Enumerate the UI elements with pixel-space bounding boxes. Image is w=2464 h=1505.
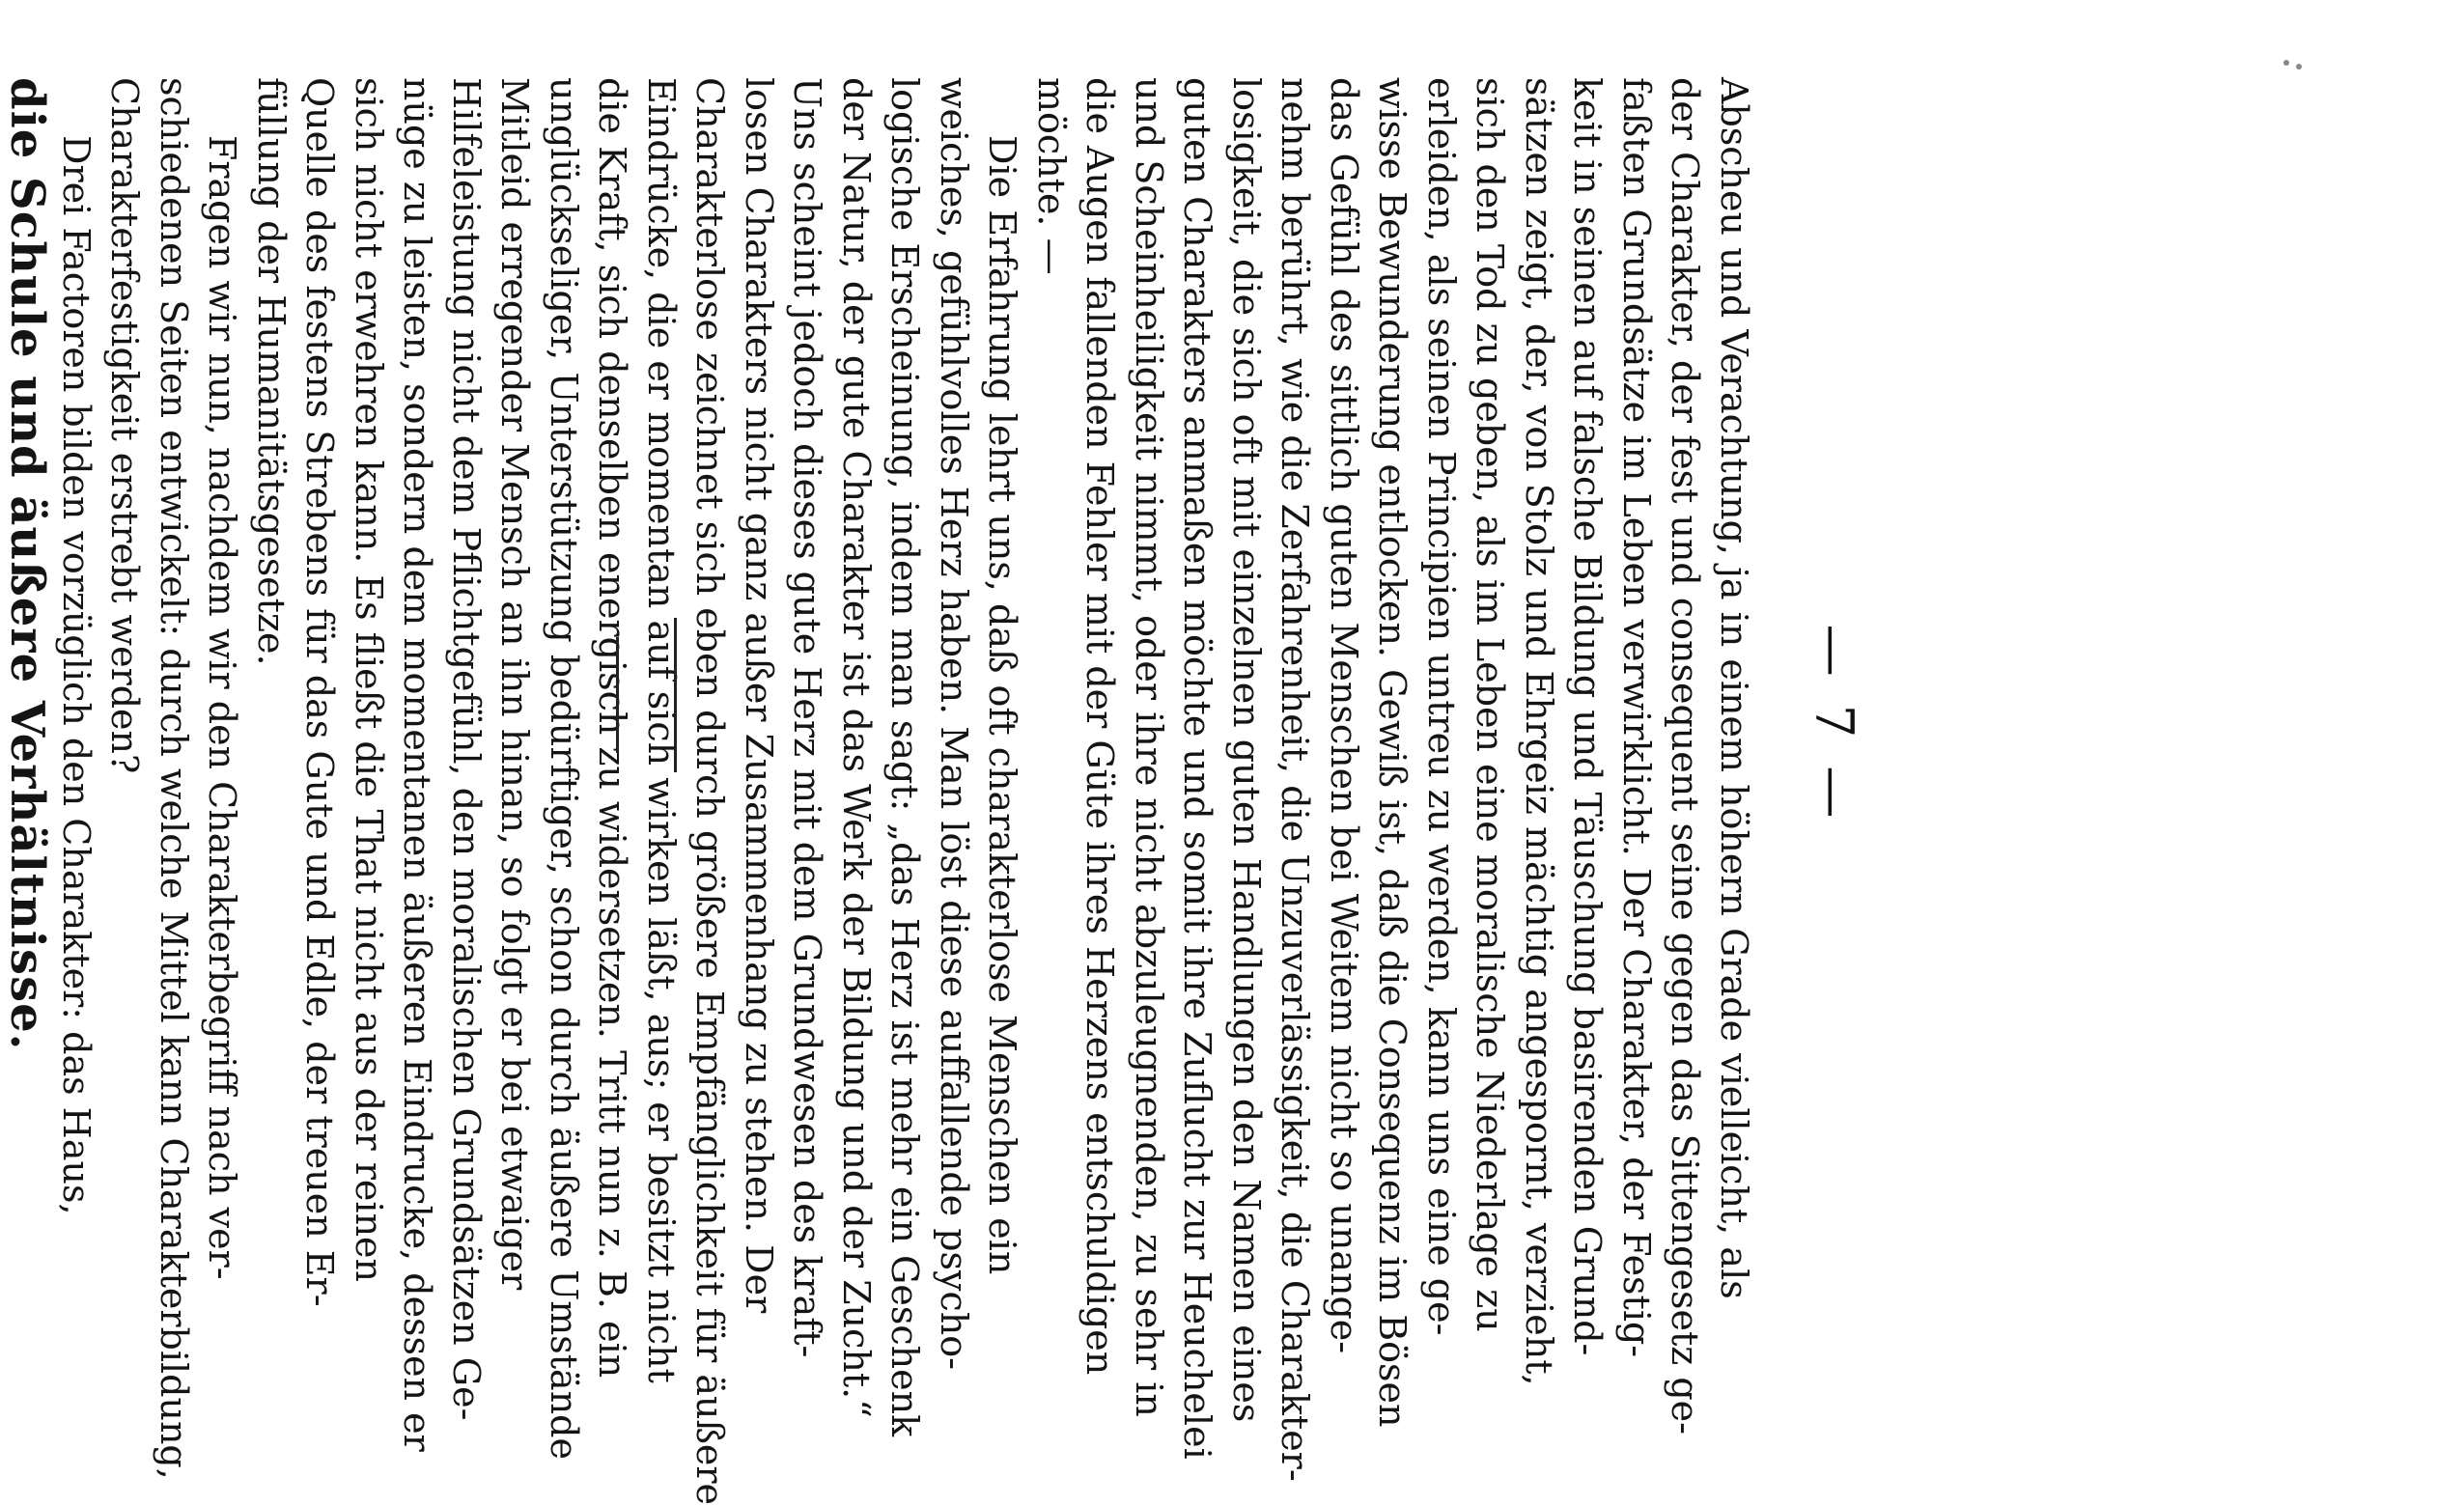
text-line: losigkeit, die sich oft mit einzelnen guten Handlungen den Namen eines xyxy=(1225,77,1268,1423)
text-line: und Scheinheiligkeit nimmt, oder ihre nicht abzuleugnenden, zu sehr in xyxy=(1128,77,1170,1417)
text-line: Hilfeleistung nicht dem Pflichtgefühl, den moralischen Grundsätzen Ge- xyxy=(445,77,488,1421)
scan-speck xyxy=(2283,60,2289,66)
text-line: keit in seinen auf falsche Bildung und Täuschung basirenden Grund- xyxy=(1566,77,1610,1356)
divider-rule xyxy=(616,637,619,753)
page-number: — 7 — xyxy=(1804,624,1864,824)
text-line: nehm berührt, wie die Zerfahrenheit, die Unzuverlässigkeit, die Charakter- xyxy=(1274,77,1317,1482)
text-line: nüge zu leisten, sondern dem momentanen äußeren Eindrucke, dessen er xyxy=(396,77,439,1452)
text-line: Eindrücke, die er momentan auf sich wirken läßt, aus; er besitzt nicht xyxy=(640,77,683,1383)
text-line: die Augen fallenden Fehler mit der Güte ihres Herzens entschuldigen xyxy=(1078,77,1122,1376)
text-line: erleiden, als seinen Principien untreu zu werden, kann uns eine ge- xyxy=(1420,77,1463,1336)
text-line: Uns scheint jedoch dieses gute Herz mit dem Grundwesen des kraft- xyxy=(786,77,829,1358)
text-line: unglückseliger, Unterstützung bedürftiger, schon durch äußere Umstände xyxy=(543,77,585,1460)
body-text xyxy=(0,77,1758,1505)
text-line: Charakterlose zeichnet sich eben durch größere Empfänglichkeit für äußere xyxy=(688,77,732,1505)
text-line: füllung der Humanitätsgesetze. xyxy=(250,77,293,666)
text-line: der Natur, der gute Charakter ist das Werk der Bildung und der Zucht.“ xyxy=(835,77,878,1418)
text-line: Fragen wir nun, nachdem wir den Charakterbegriff nach ver- xyxy=(201,135,244,1280)
text-line: schiedenen Seiten entwickelt: durch welche Mittel kann Charakterbildung, xyxy=(153,77,195,1480)
text-line: die Kraft, sich denselben energisch zu widersetzen. Tritt nun z. B. ein xyxy=(591,77,634,1379)
text-line: guten Charakters anmaßen möchte und somit ihre Zuflucht zur Heuchelei xyxy=(1176,77,1219,1460)
text-line: Die Erfahrung lehrt uns, daß oft charakterlose Menschen ein xyxy=(981,135,1024,1275)
text-line: wisse Bewunderung entlocken. Gewiß ist, daß die Consequenz im Bösen xyxy=(1371,77,1414,1428)
text-line: logische Erscheinung, indem man sagt: „das Herz ist mehr ein Geschenk xyxy=(883,77,927,1437)
text-line: der Charakter, der fest und consequent seine gegen das Sittengesetz ge- xyxy=(1664,77,1707,1435)
rotated-text-block xyxy=(0,77,1864,1505)
text-line: das Gefühl des sittlich guten Menschen bei Weitem nicht so unange- xyxy=(1323,77,1365,1354)
text-line: Abscheu und Verachtung, ja in einem höhern Grade vielleicht, als xyxy=(1713,77,1755,1299)
text-line: Quelle des festens Strebens für das Gute und Edle, der treuen Er- xyxy=(298,77,342,1307)
text-line: losen Charakters nicht ganz außer Zusammenhang zu stehen. Der xyxy=(738,77,780,1314)
text-line: möchte. — xyxy=(1030,77,1073,275)
text-line: sich den Tod zu geben, als im Leben eine moralische Niederlage zu xyxy=(1469,77,1512,1332)
text-line: sätzen zeigt, der, von Stolz und Ehrgeiz mächtig angespornt, verzieht, xyxy=(1518,77,1560,1386)
text-line: faßten Grundsätze im Leben verwirklicht. Der Charakter, der Festig- xyxy=(1615,77,1658,1358)
text-line: sich nicht erwehren kann. Es fließt die That nicht aus der reinen xyxy=(348,77,390,1283)
scan-speck xyxy=(2296,64,2302,70)
text-line: Drei Factoren bilden vorzüglich den Charakter: das Haus, xyxy=(55,135,98,1215)
divider-rule xyxy=(674,618,677,772)
text-line: Mitleid erregender Mensch an ihn hinan, so folgt er bei etwaiger xyxy=(493,77,537,1291)
text-line-emphasis: die Schule und äußere Verhältnisse. xyxy=(0,77,55,1051)
text-line: weiches, gefühlvolles Herz haben. Man löst diese auffallende psycho- xyxy=(933,77,975,1370)
text-line: Charakterfestigkeit erstrebt werden? xyxy=(103,77,147,774)
